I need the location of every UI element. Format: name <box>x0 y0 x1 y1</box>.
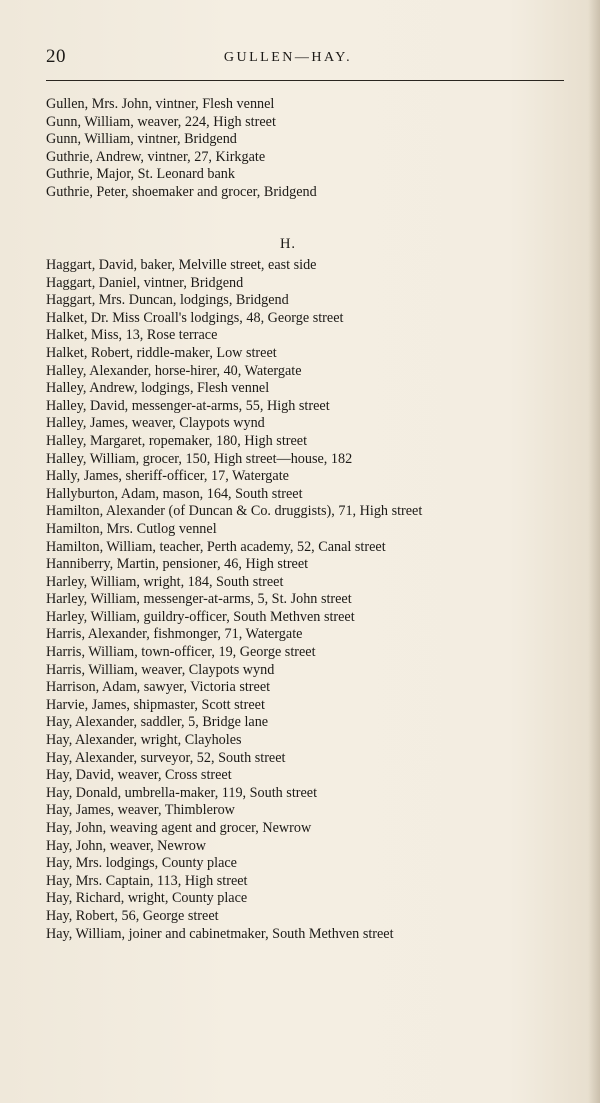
directory-entry: Harris, William, weaver, Claypots wynd <box>46 661 275 678</box>
directory-entry: Haggart, Daniel, vintner, Bridgend <box>46 274 244 291</box>
directory-entry: Gunn, William, vintner, Bridgend <box>46 131 237 148</box>
directory-entry: Hanniberry, Martin, pensioner, 46, High street <box>46 556 309 573</box>
directory-entry: Halley, James, weaver, Claypots wynd <box>46 415 265 432</box>
directory-entry: Hay, David, weaver, Cross street <box>46 767 232 784</box>
directory-entry: Hay, Mrs. lodgings, County place <box>46 855 237 872</box>
directory-entry: Harvie, James, shipmaster, Scott street <box>46 696 265 713</box>
directory-entry: Hay, John, weaving agent and grocer, Newrow <box>46 820 312 836</box>
directory-entry: Harley, William, guildry-officer, South Methven street <box>46 608 355 625</box>
directory-entry: Haggart, David, baker, Melville street, east side <box>46 257 317 273</box>
directory-entry: Harley, William, wright, 184, South street <box>46 573 284 590</box>
directory-entry: Hay, John, weaver, Newrow <box>46 837 207 854</box>
directory-entry: Guthrie, Andrew, vintner, 27, Kirkgate <box>46 148 266 165</box>
directory-entry: Hay, Richard, wright, County place <box>46 890 248 907</box>
directory-entry: Halket, Dr. Miss Croall's lodgings, 48, George street <box>46 309 344 326</box>
directory-entry: Hay, Donald, umbrella-maker, 119, South street <box>46 784 318 801</box>
section-h-list <box>46 257 586 943</box>
directory-entry: Hamilton, Alexander (of Duncan & Co. druggists), 71, High street <box>46 503 423 520</box>
directory-entry: Hay, William, joiner and cabinetmaker, South Methven street <box>46 925 394 942</box>
directory-entry: Halley, Andrew, lodgings, Flesh vennel <box>46 380 270 397</box>
directory-entry: Halley, Margaret, ropemaker, 180, High street <box>46 432 308 449</box>
directory-entry: Halley, William, grocer, 150, High street—house, 182 <box>46 450 353 467</box>
directory-entry: Hay, James, weaver, Thimblerow <box>46 802 235 819</box>
directory-entry: Guthrie, Peter, shoemaker and grocer, Bridgend <box>46 183 317 200</box>
directory-entry: Gullen, Mrs. John, vintner, Flesh vennel <box>46 96 275 112</box>
directory-entry: Guthrie, Major, St. Leonard bank <box>46 166 235 183</box>
running-head: GULLEN—HAY. <box>223 50 353 65</box>
page-header <box>0 46 600 70</box>
directory-entry: Hamilton, Mrs. Cutlog vennel <box>46 520 217 537</box>
page-gutter-shadow <box>588 0 600 1103</box>
directory-entry: Halley, Alexander, horse-hirer, 40, Watergate <box>46 362 302 379</box>
directory-entry: Hay, Alexander, surveyor, 52, South street <box>46 749 286 766</box>
directory-entry: Hallyburton, Adam, mason, 164, South street <box>46 485 303 502</box>
directory-entry: Gunn, William, weaver, 224, High street <box>46 113 276 130</box>
directory-entry: Halket, Miss, 13, Rose terrace <box>46 327 218 344</box>
directory-entry: Harris, Alexander, fishmonger, 71, Watergate <box>46 626 303 643</box>
directory-entry: Harley, William, messenger-at-arms, 5, St. John street <box>46 591 352 608</box>
directory-entry: Hally, James, sheriff-officer, 17, Watergate <box>46 468 289 485</box>
directory-entry: Hamilton, William, teacher, Perth academy, 52, Canal street <box>46 538 386 555</box>
directory-entry: Hay, Alexander, wright, Clayholes <box>46 732 242 749</box>
directory-entry: Hay, Alexander, saddler, 5, Bridge lane <box>46 714 269 731</box>
section-g-list <box>46 96 586 202</box>
directory-entry: Hay, Robert, 56, George street <box>46 907 219 924</box>
directory-entry: Halley, David, messenger-at-arms, 55, High street <box>46 397 330 414</box>
directory-entry: Halket, Robert, riddle-maker, Low street <box>46 344 277 361</box>
header-rule <box>46 80 564 81</box>
page-number: 20 <box>46 46 66 67</box>
directory-entry: Haggart, Mrs. Duncan, lodgings, Bridgend <box>46 292 289 309</box>
directory-entry: Harris, William, town-officer, 19, George street <box>46 644 316 661</box>
directory-entry: Harrison, Adam, sawyer, Victoria street <box>46 679 271 696</box>
section-heading-h: H. <box>279 236 297 252</box>
directory-entry: Hay, Mrs. Captain, 113, High street <box>46 872 248 889</box>
